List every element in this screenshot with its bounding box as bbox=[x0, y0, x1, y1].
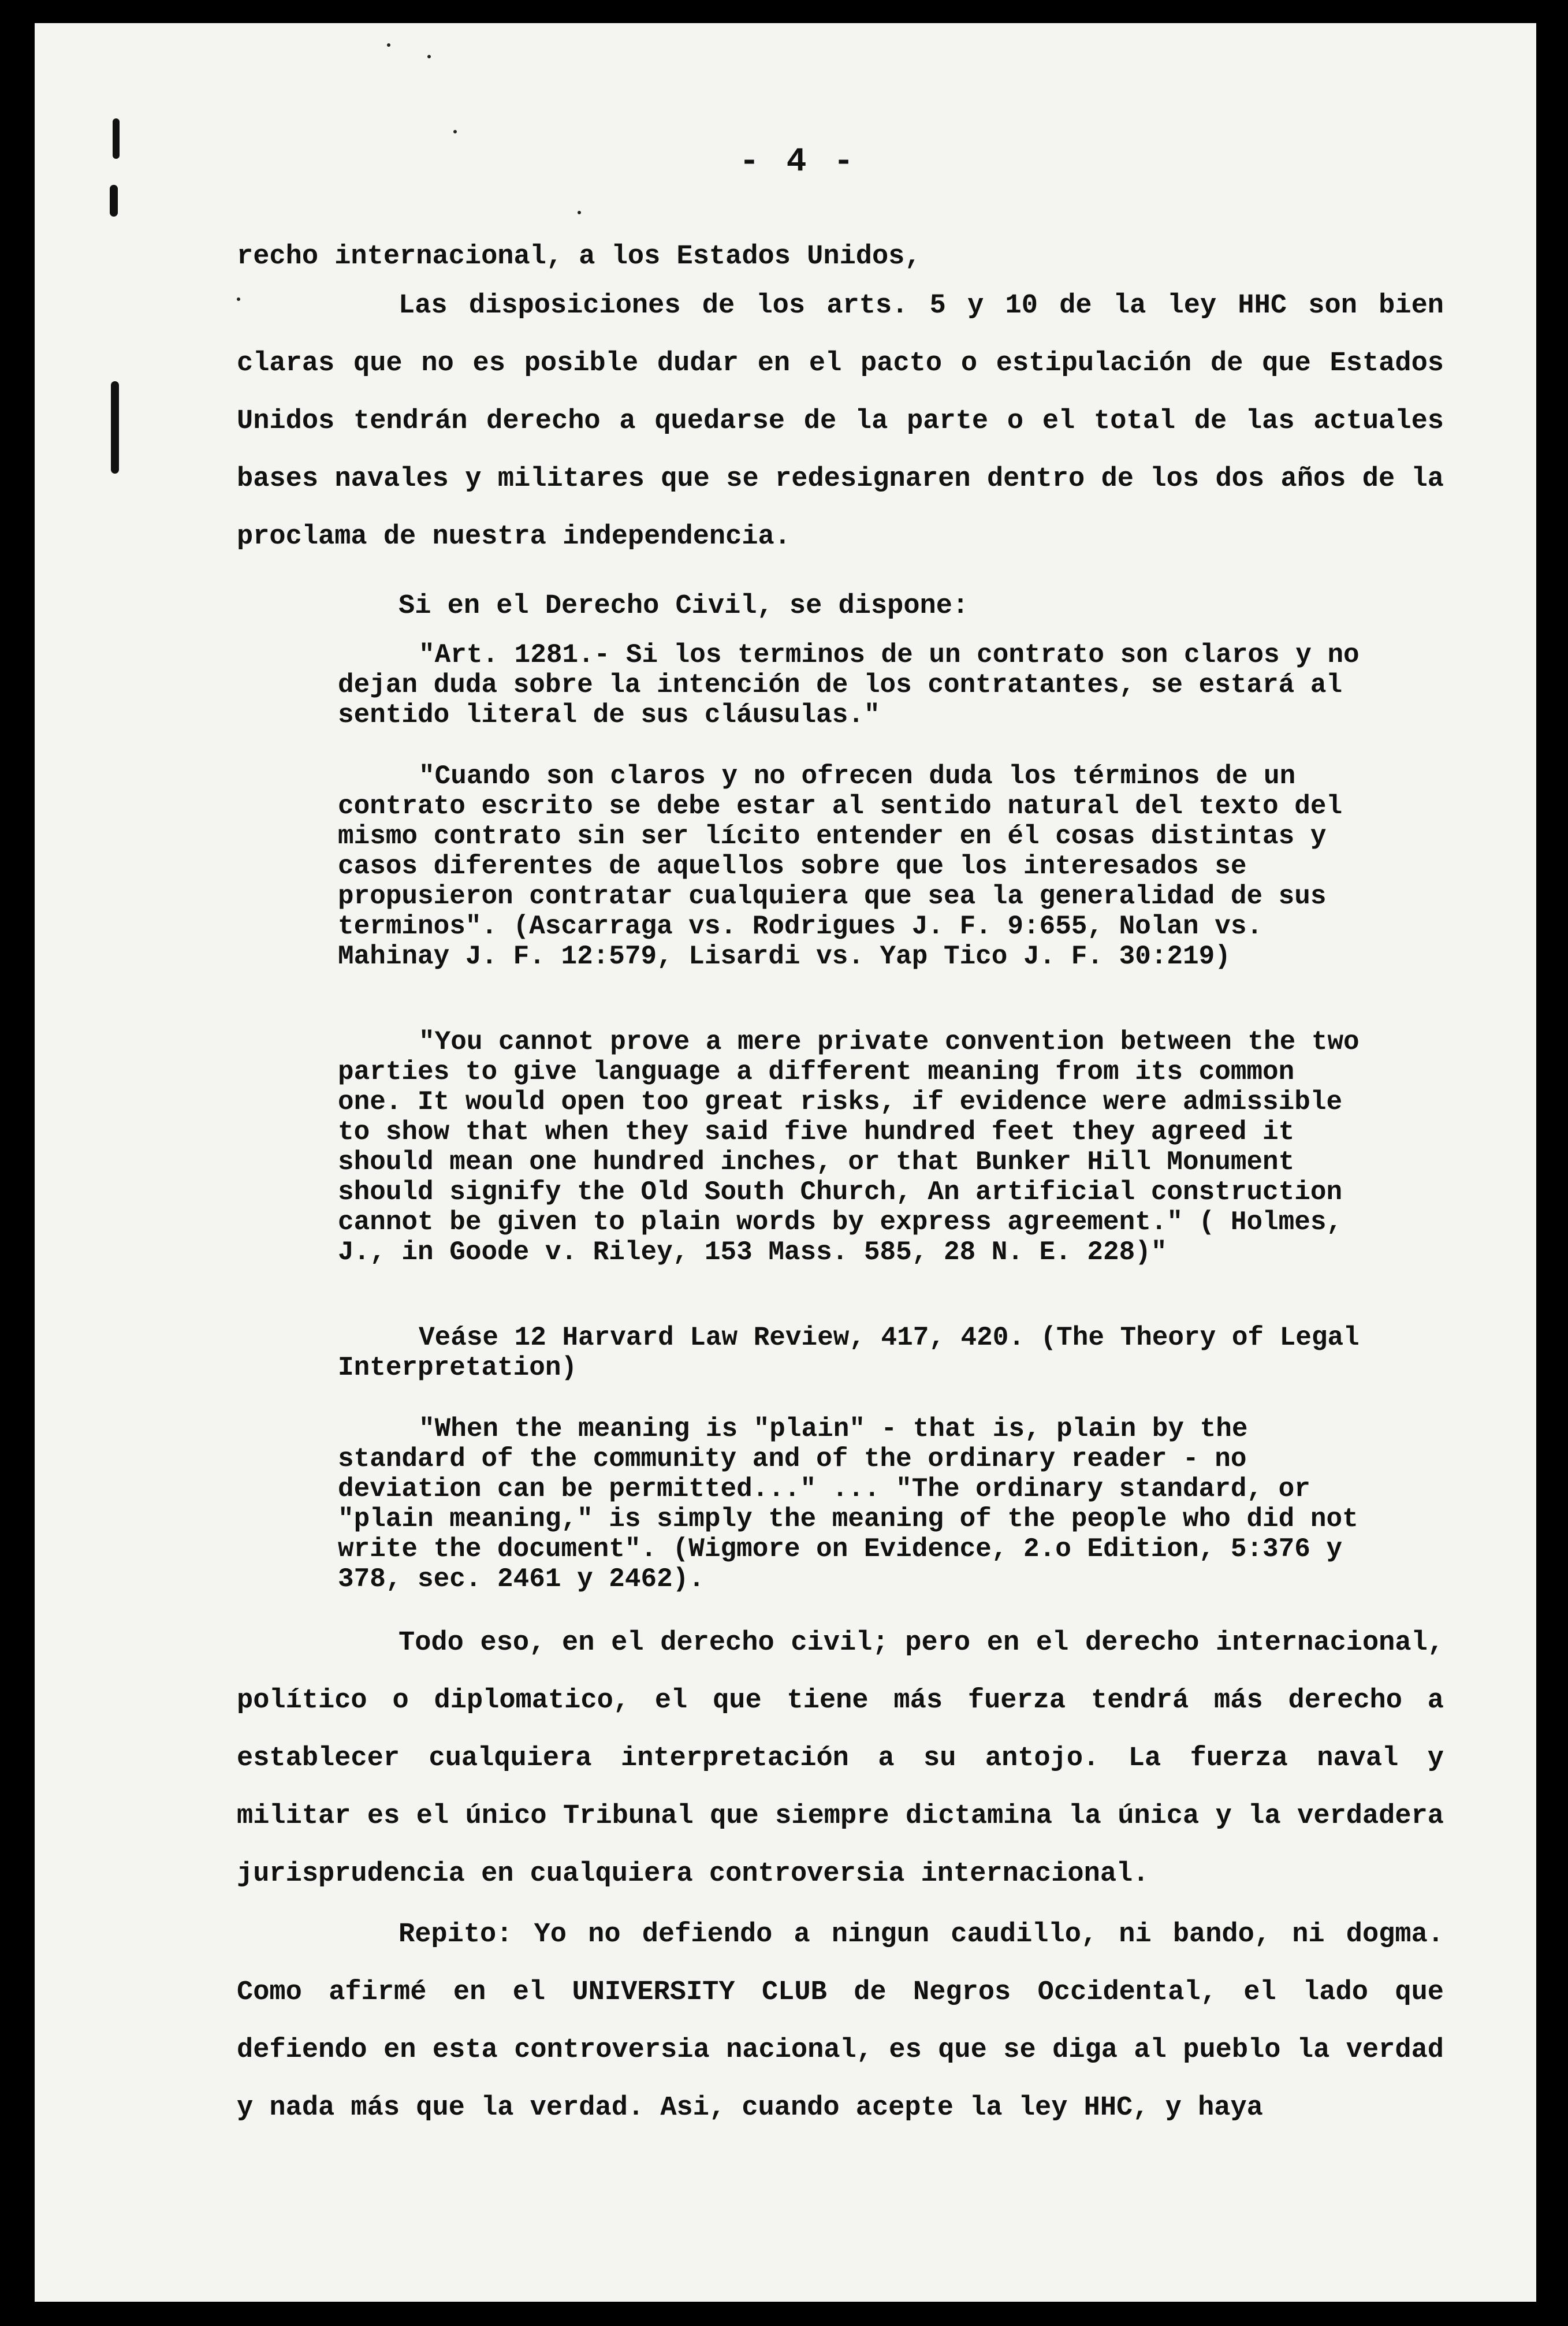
quote-art-1281: "Art. 1281.- Si los terminos de un contrato son claros y no dejan duda sobre la intención de los contratantes, se estará al sentido literal de sus cláusulas." bbox=[338, 640, 1360, 730]
paragraph-continuation: recho internacional, a los Estados Unidos, bbox=[237, 241, 921, 272]
paragraph-international-law: Todo eso, en el derecho civil; pero en el derecho internacional, político o diplomatico, el que tiene más fuerza tendrá más derecho a establecer cualquiera interpretación a su antojo. La fuerza naval y militar es el único Tribunal que siempre dictamina la única y la verdadera jurisprudencia en cualquiera controversia internacional. bbox=[237, 1628, 1444, 1889]
binding-mark-middle bbox=[111, 381, 119, 474]
speck bbox=[427, 55, 431, 58]
binding-mark-upper bbox=[110, 185, 118, 217]
quote-holmes: "You cannot prove a mere private convention between the two parties to give language a different meaning from its common one. It would open too great risks, if evidence were admissible to show that when they said five hundred feet they agreed it should mean one hundred inches, or that Bunker Hill Monument should signify the Old South Church, An artificial construction cannot be given to plain words by express agreement." ( Holmes, J., in Goode v. Riley, 153 Mass. 585, 28 N. E. 228)" bbox=[338, 1027, 1360, 1267]
speck bbox=[578, 211, 581, 214]
page-number: - 4 - bbox=[739, 143, 858, 181]
quote-wigmore: "When the meaning is "plain" - that is, plain by the standard of the community and of the ordinary reader - no deviation can be permitted..." ... "The ordinary standard, or "plain meaning," is simply the meaning of the people who did not write the document". (Wigmore on Evidence, 2.o Edition, 5:376 y 378, sec. 2461 y 2462). bbox=[338, 1414, 1358, 1594]
reference-harvard-law-review: Veáse 12 Harvard Law Review, 417, 420. (The Theory of Legal Interpretation) bbox=[338, 1323, 1360, 1383]
speck bbox=[387, 43, 390, 47]
paragraph-repito: Repito: Yo no defiendo a ningun caudillo, ni bando, ni dogma. Como afirmé en el UNIVERSITY CLUB de Negros Occidental, el lado que defiendo en esta controversia nacional, es que se diga al pueblo la verdad y nada más que la verdad. Asi, cuando acepte la ley HHC, y haya bbox=[237, 1919, 1444, 2123]
speck bbox=[453, 130, 457, 133]
paragraph-civil-law-intro: Si en el Derecho Civil, se dispone: bbox=[398, 591, 969, 621]
quote-clear-terms: "Cuando son claros y no ofrecen duda los términos de un contrato escrito se debe estar al sentido natural del texto del mismo contrato sin ser lícito entender en él cosas distintas y casos diferentes de aquellos sobre que los interesados se propusieron contratar cualquiera que sea la generalidad de sus terminos". (Ascarraga vs. Rodrigues J. F. 9:655, Nolan vs. Mahinay J. F. 12:579, Lisardi vs. Yap Tico J. F. 30:219) bbox=[338, 761, 1343, 972]
binding-mark-top bbox=[113, 118, 120, 159]
paragraph-hhc-provisions: Las disposiciones de los arts. 5 y 10 de la ley HHC son bien claras que no es posible dudar en el pacto o estipulación de que Estados Unidos tendrán derecho a quedarse de la parte o el total de las actuales bases navales y militares que se redesignaren dentro de los dos años de la proclama de nuestra independencia. bbox=[237, 291, 1444, 552]
